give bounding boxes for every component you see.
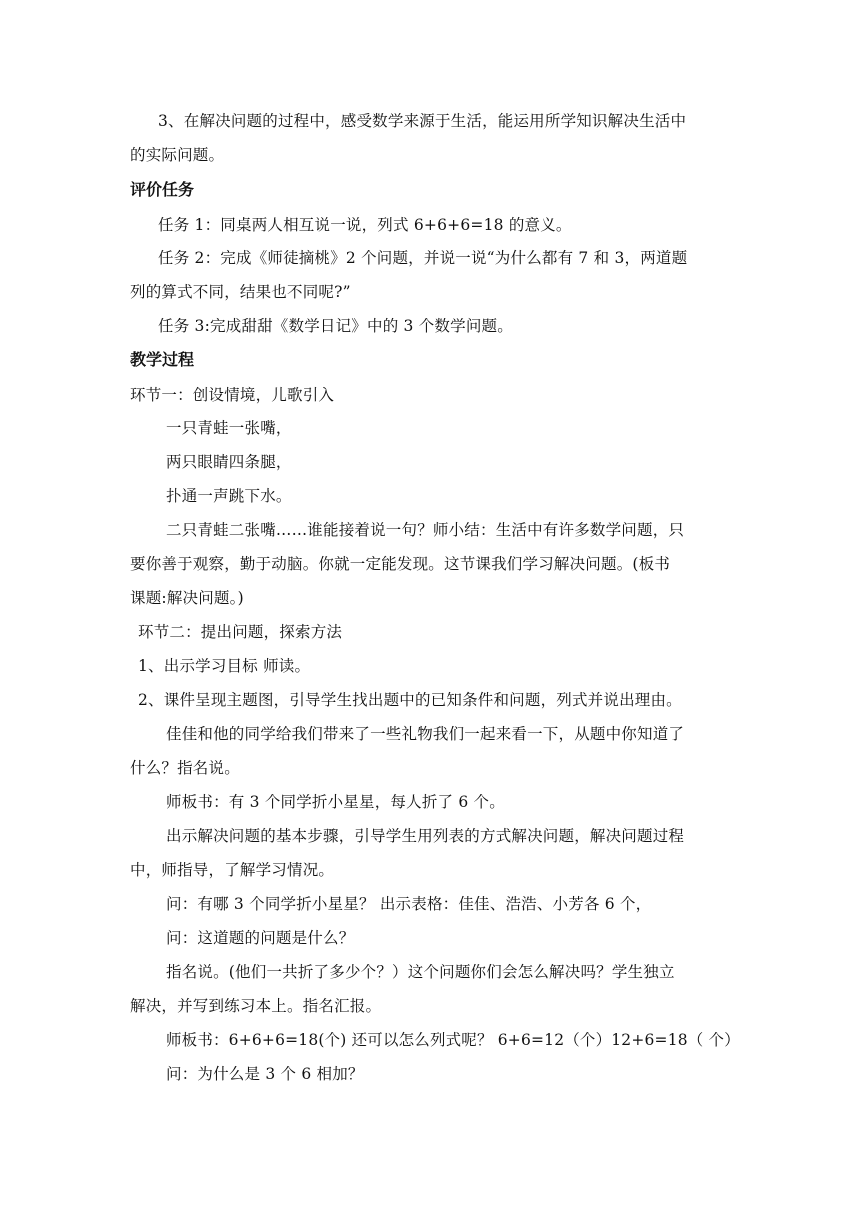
- paragraph-4-line2: 解决，并写到练习本上。指名汇报。: [130, 997, 382, 1015]
- task-3: 任务 3:完成甜甜《数学日记》中的 3 个数学问题。: [158, 317, 513, 335]
- board-note-2: 师板书：6+6+6=18(个) 还可以怎么列式呢？ 6+6=12（个）12+6=18（ 个）: [166, 1031, 740, 1049]
- task-2-line2: 列的算式不同，结果也不同呢?”: [130, 283, 351, 301]
- paragraph-1-line3: 课题:解决问题。): [130, 589, 244, 607]
- paragraph-1-line2: 要你善于观察，勤于动脑。你就一定能发现。这节课我们学习解决问题。(板书: [130, 555, 671, 573]
- paragraph-3-line2: 中，师指导，了解学习情况。: [130, 861, 335, 879]
- paragraph-2-line2: 什么？指名说。: [130, 759, 240, 777]
- paragraph-1-line1: 二只青蛙二张嘴……谁能接着说一句？师小结：生活中有许多数学问题，只: [166, 521, 685, 539]
- step-1: 1、出示学习目标 师读。: [138, 657, 311, 675]
- section-2-title: 环节二：提出问题，探索方法: [138, 623, 343, 641]
- task-2-line1: 任务 2：完成《师徒摘桃》2 个问题，并说一说“为什么都有 7 和 3，两道题: [158, 249, 688, 267]
- paragraph-3-line1: 出示解决问题的基本步骤，引导学生用列表的方式解决问题，解决问题过程: [166, 827, 685, 845]
- question-1: 问：有哪 3 个同学折小星星？ 出示表格：佳佳、浩浩、小芳各 6 个，: [166, 895, 652, 913]
- step-2: 2、课件呈现主题图，引导学生找出题中的已知条件和问题，列式并说出理由。: [138, 691, 682, 709]
- heading-teaching-process: 教学过程: [130, 350, 195, 369]
- poem-line-3: 扑通一声跳下水。: [166, 487, 292, 505]
- heading-evaluation-tasks: 评价任务: [130, 180, 195, 199]
- poem-line-2: 两只眼睛四条腿，: [166, 453, 292, 471]
- objective-3-line2: 的实际问题。: [130, 146, 225, 164]
- board-note-1: 师板书：有 3 个同学折小星星，每人折了 6 个。: [166, 793, 505, 811]
- section-1-title: 环节一：创设情境，儿歌引入: [130, 386, 335, 404]
- poem-line-1: 一只青蛙一张嘴，: [166, 419, 292, 437]
- question-2: 问：这道题的问题是什么？: [166, 929, 355, 947]
- paragraph-2-line1: 佳佳和他的同学给我们带来了一些礼物我们一起来看一下，从题中你知道了: [166, 725, 685, 743]
- paragraph-4-line1: 指名说。(他们一共折了多少个？）这个问题你们会怎么解决吗？学生独立: [166, 963, 675, 981]
- task-1: 任务 1：同桌两人相互说一说，列式 6+6+6=18 的意义。: [158, 216, 572, 234]
- objective-3-line1: 3、在解决问题的过程中，感受数学来源于生活，能运用所学知识解决生活中: [158, 112, 687, 130]
- question-3: 问：为什么是 3 个 6 相加？: [166, 1065, 364, 1083]
